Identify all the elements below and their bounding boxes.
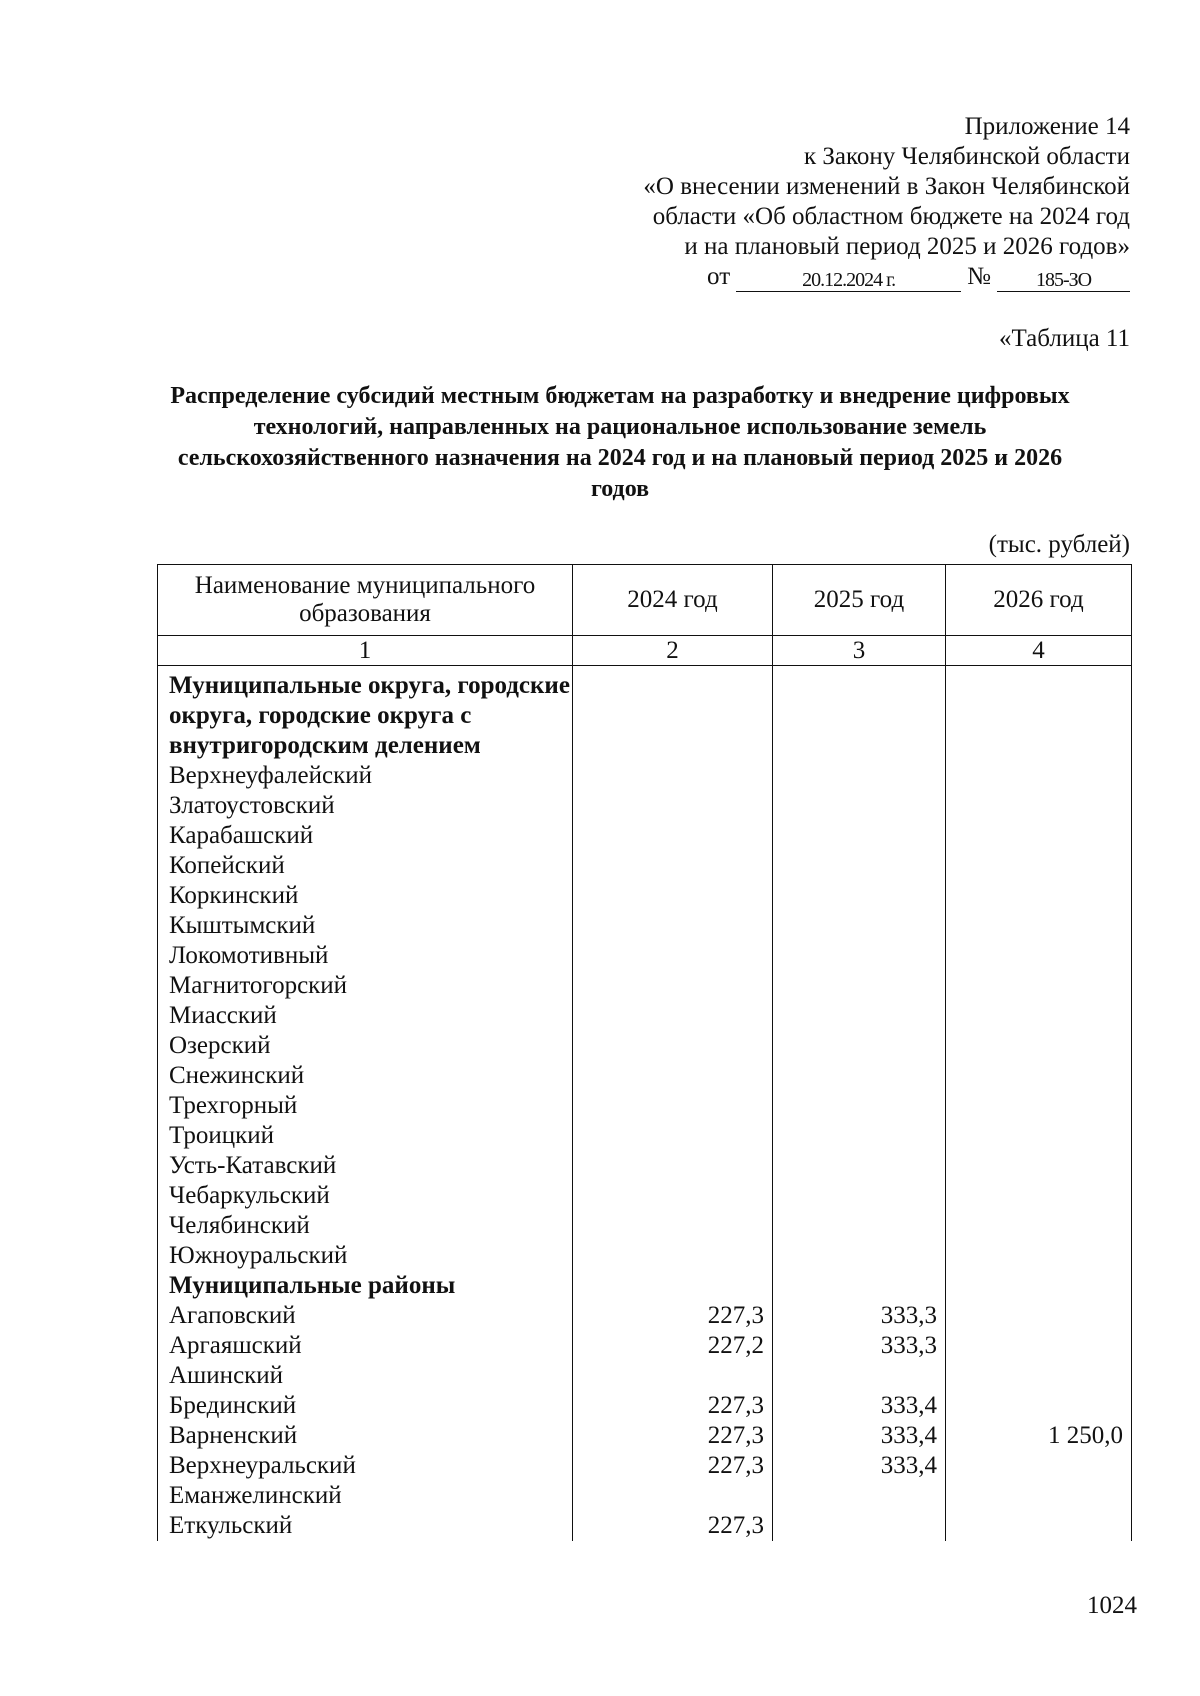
municipality-name: Озерский (158, 1031, 573, 1061)
value-2025 (773, 666, 946, 762)
value-2025: 333,4 (773, 1451, 946, 1481)
column-number-row (158, 636, 1132, 666)
value-2024 (573, 941, 773, 971)
number-label: № (967, 263, 991, 290)
table-row (158, 1001, 1132, 1031)
value-2024 (573, 971, 773, 1001)
municipality-name: Снежинский (158, 1061, 573, 1091)
municipality-name: Миасский (158, 1001, 573, 1031)
value-2024: 227,2 (573, 1331, 773, 1361)
header-2024: 2024 год (573, 565, 773, 636)
value-2024 (573, 821, 773, 851)
annex-line-3: «О внесении изменений в Закон Челябинской (643, 173, 1130, 200)
table-body (158, 666, 1132, 1542)
header-2025: 2025 год (773, 565, 946, 636)
value-2024 (573, 1181, 773, 1211)
municipality-name: Варненский (158, 1421, 573, 1451)
value-2026 (946, 1061, 1132, 1091)
header-municipality: Наименование муниципального образования (158, 565, 573, 636)
value-2025 (773, 761, 946, 791)
value-2024 (573, 666, 773, 762)
value-2025 (773, 851, 946, 881)
value-2024 (573, 1361, 773, 1391)
value-2025 (773, 1121, 946, 1151)
value-2026 (946, 1151, 1132, 1181)
value-2025 (773, 791, 946, 821)
value-2024 (573, 1481, 773, 1511)
units-label: (тыс. рублей) (988, 531, 1130, 558)
table-row (158, 851, 1132, 881)
table-section-row (158, 1271, 1132, 1301)
table-row (158, 1121, 1132, 1151)
municipality-name: Муниципальные районы (158, 1271, 573, 1301)
municipality-name: Южноуральский (158, 1241, 573, 1271)
municipality-name: Верхнеуфалейский (158, 761, 573, 791)
table-header-row (158, 565, 1132, 636)
value-2026 (946, 1091, 1132, 1121)
municipality-name: Чебаркульский (158, 1181, 573, 1211)
value-2026 (946, 666, 1132, 762)
law-date-number-line (570, 262, 1130, 292)
municipality-name: Усть-Катавский (158, 1151, 573, 1181)
table-row (158, 1031, 1132, 1061)
value-2026: 1 250,0 (946, 1421, 1132, 1451)
page-number: 1024 (1087, 1592, 1137, 1619)
value-2024: 227,3 (573, 1451, 773, 1481)
municipality-name: Златоустовский (158, 791, 573, 821)
value-2025: 333,3 (773, 1301, 946, 1331)
value-2026 (946, 1391, 1132, 1421)
value-2025 (773, 1361, 946, 1391)
value-2024 (573, 851, 773, 881)
value-2026 (946, 1001, 1132, 1031)
value-2026 (946, 1241, 1132, 1271)
value-2026 (946, 1211, 1132, 1241)
value-2024 (573, 1271, 773, 1301)
value-2026 (946, 821, 1132, 851)
value-2025 (773, 911, 946, 941)
municipality-name: Троицкий (158, 1121, 573, 1151)
value-2026 (946, 1121, 1132, 1151)
value-2026 (946, 911, 1132, 941)
table-row (158, 761, 1132, 791)
table-row (158, 1361, 1132, 1391)
table-row (158, 911, 1132, 941)
annex-line-1: Приложение 14 (964, 113, 1130, 140)
subsidy-table (157, 564, 1132, 1541)
column-number: 4 (946, 636, 1132, 666)
value-2025 (773, 821, 946, 851)
table-row (158, 1391, 1132, 1421)
value-2025 (773, 881, 946, 911)
municipality-name: Кыштымский (158, 911, 573, 941)
table-row (158, 1241, 1132, 1271)
column-number: 2 (573, 636, 773, 666)
value-2026 (946, 1031, 1132, 1061)
column-number: 1 (158, 636, 573, 666)
value-2025 (773, 1091, 946, 1121)
value-2025: 333,3 (773, 1331, 946, 1361)
municipality-name: Коркинский (158, 881, 573, 911)
value-2025 (773, 1511, 946, 1541)
table-row (158, 1421, 1132, 1451)
value-2024 (573, 1121, 773, 1151)
municipality-name: Верхнеуральский (158, 1451, 573, 1481)
value-2024: 227,3 (573, 1391, 773, 1421)
table-row (158, 1211, 1132, 1241)
municipality-name: Ашинский (158, 1361, 573, 1391)
table-row (158, 791, 1132, 821)
value-2026 (946, 761, 1132, 791)
value-2025 (773, 1481, 946, 1511)
column-number: 3 (773, 636, 946, 666)
table-row (158, 881, 1132, 911)
value-2025: 333,4 (773, 1421, 946, 1451)
value-2026 (946, 1481, 1132, 1511)
value-2025 (773, 1061, 946, 1091)
value-2024 (573, 1031, 773, 1061)
value-2024 (573, 791, 773, 821)
value-2025 (773, 1211, 946, 1241)
municipality-name: Карабашский (158, 821, 573, 851)
value-2025 (773, 1001, 946, 1031)
annex-header (570, 112, 1130, 292)
value-2026 (946, 1271, 1132, 1301)
table-row (158, 1151, 1132, 1181)
law-date: 20.12.2024 г. (736, 269, 961, 292)
table-row (158, 1181, 1132, 1211)
annex-line-2: к Закону Челябинской области (804, 143, 1130, 170)
municipality-name: Муниципальные округа, городские округа, городские округа с внутригородским делением (158, 666, 573, 762)
value-2026 (946, 941, 1132, 971)
value-2024 (573, 1091, 773, 1121)
municipality-name: Брединский (158, 1391, 573, 1421)
municipality-name: Магнитогорский (158, 971, 573, 1001)
value-2026 (946, 971, 1132, 1001)
value-2026 (946, 1181, 1132, 1211)
value-2024 (573, 1061, 773, 1091)
value-2024 (573, 1001, 773, 1031)
table-row (158, 1331, 1132, 1361)
table-number: «Таблица 11 (999, 325, 1130, 352)
value-2025 (773, 971, 946, 1001)
value-2026 (946, 791, 1132, 821)
table-row (158, 1481, 1132, 1511)
value-2025 (773, 1031, 946, 1061)
value-2024 (573, 1241, 773, 1271)
table-row (158, 1301, 1132, 1331)
municipality-name: Еманжелинский (158, 1481, 573, 1511)
table-row (158, 1511, 1132, 1541)
value-2024 (573, 761, 773, 791)
value-2026 (946, 1451, 1132, 1481)
municipality-name: Челябинский (158, 1211, 573, 1241)
value-2025 (773, 1271, 946, 1301)
value-2024: 227,3 (573, 1511, 773, 1541)
value-2025 (773, 1151, 946, 1181)
value-2026 (946, 1301, 1132, 1331)
value-2025 (773, 941, 946, 971)
municipality-name: Агаповский (158, 1301, 573, 1331)
value-2025 (773, 1181, 946, 1211)
value-2024 (573, 881, 773, 911)
table-row (158, 1451, 1132, 1481)
value-2025: 333,4 (773, 1391, 946, 1421)
value-2026 (946, 1331, 1132, 1361)
value-2024 (573, 911, 773, 941)
table-row (158, 1091, 1132, 1121)
value-2026 (946, 1511, 1132, 1541)
municipality-name: Аргаяшский (158, 1331, 573, 1361)
document-title: Распределение субсидий местным бюджетам на разработку и внедрение цифровых технологий, направленных на рациональное использование земель сельскохозяйственного назначения на 2024 год и на плановый период 2025 и 2026 годов (170, 383, 1070, 502)
table-row (158, 1061, 1132, 1091)
municipality-name: Локомотивный (158, 941, 573, 971)
value-2025 (773, 1241, 946, 1271)
municipality-name: Копейский (158, 851, 573, 881)
table-row (158, 941, 1132, 971)
value-2024: 227,3 (573, 1301, 773, 1331)
municipality-name: Еткульский (158, 1511, 573, 1541)
value-2026 (946, 1361, 1132, 1391)
value-2024 (573, 1211, 773, 1241)
municipality-name: Трехгорный (158, 1091, 573, 1121)
table-row (158, 821, 1132, 851)
value-2024: 227,3 (573, 1421, 773, 1451)
table-section-row (158, 666, 1132, 762)
table-row (158, 971, 1132, 1001)
from-label: от (707, 263, 731, 290)
annex-line-4: области «Об областном бюджете на 2024 год (652, 203, 1130, 230)
law-number: 185-ЗО (997, 269, 1130, 292)
value-2026 (946, 881, 1132, 911)
value-2026 (946, 851, 1132, 881)
value-2024 (573, 1151, 773, 1181)
header-2026: 2026 год (946, 565, 1132, 636)
annex-line-5: и на плановый период 2025 и 2026 годов» (684, 233, 1130, 260)
